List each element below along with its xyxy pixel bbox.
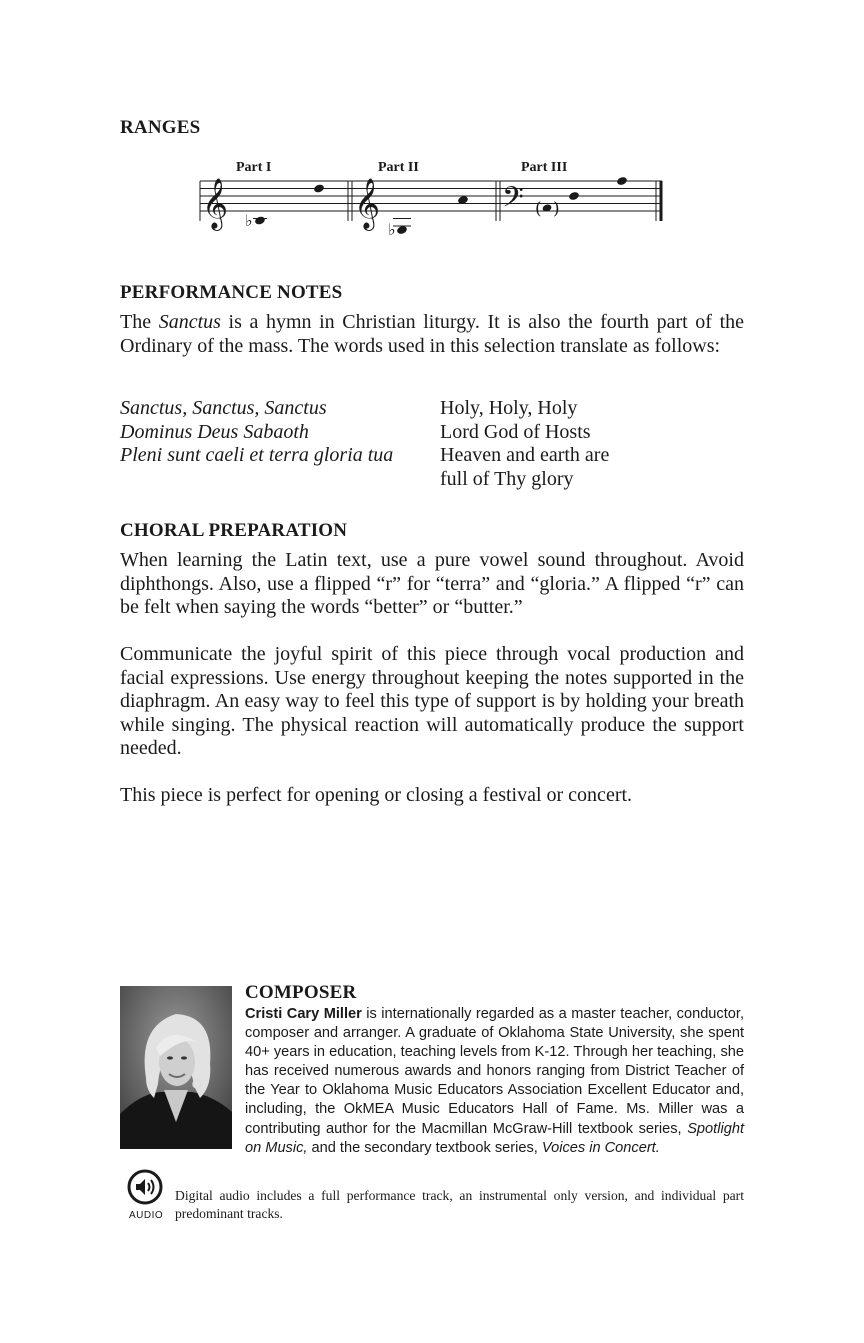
latin-line: Dominus Deus Sabaoth: [120, 420, 309, 443]
part-label-1: Part I: [236, 160, 272, 175]
note-low: [568, 191, 580, 201]
choral-paragraph-2: Communicate the joyful spirit of this piece through vocal production and facial expressions. Use energy throughout keeping the notes supported in the diaphragm. An easy way to feel this type of support is by holding your breath while singing. The physical reaction will automatically produce the support needed.: [120, 643, 744, 759]
note-high: [313, 183, 325, 193]
audio-note: Digital audio includes a full performance track, an instrumental only version, and individual part predominant tracks.: [175, 1188, 744, 1221]
flat-sign: ♭: [388, 220, 396, 239]
composer-photo: [120, 986, 232, 1149]
choral-heading: CHORAL PREPARATION: [120, 520, 348, 541]
latin-text: [120, 397, 393, 468]
speaker-icon: [127, 1169, 163, 1205]
treble-clef-icon: 𝄞: [354, 178, 381, 229]
translation-line: full of Thy glory: [440, 467, 574, 490]
performance-intro: The Sanctus is a hymn in Christian liturgy. It is also the fourth part of the Ordinary of the mass. The words used in this selection translate as follows:: [120, 311, 744, 357]
translation-line: Lord God of Hosts: [440, 420, 591, 443]
note-high: [616, 176, 628, 186]
choral-paragraph-1: When learning the Latin text, use a pure vowel sound throughout. Avoid diphthongs. Also, use a flipped “r” for “terra” and “gloria.” A flipped “r” can be felt when saying the words “better” or “butter.”: [120, 549, 744, 618]
composer-heading: COMPOSER: [245, 982, 357, 1003]
flat-sign: ♭: [245, 211, 253, 230]
ranges-heading: RANGES: [120, 117, 201, 138]
part-label-3: Part III: [521, 160, 568, 175]
ranges-staff: [190, 170, 670, 246]
performance-heading: PERFORMANCE NOTES: [120, 282, 343, 303]
english-translation: [440, 397, 609, 491]
latin-line: Pleni sunt caeli et terra gloria tua: [120, 444, 394, 466]
treble-clef-icon: 𝄞: [202, 178, 229, 229]
translation-line: Holy, Holy, Holy: [440, 397, 578, 419]
choral-paragraph-3: This piece is perfect for opening or closing a festival or concert.: [120, 784, 633, 806]
note-low: [254, 215, 266, 225]
bass-clef-icon: 𝄢: [502, 181, 524, 221]
svg-text:(: (: [535, 199, 542, 219]
latin-line: Sanctus, Sanctus, Sanctus: [120, 397, 327, 419]
audio-label: AUDIO: [129, 1210, 164, 1221]
part-label-2: Part II: [378, 160, 419, 175]
translation-line: Heaven and earth are: [440, 444, 610, 466]
svg-text:): ): [553, 199, 560, 219]
composer-bio: Cristi Cary Miller is internationally regarded as a master teacher, conductor, composer and arranger. A graduate of Oklahoma State University, she spent 40+ years in education, teaching levels from K-12. Through her teaching, she has received numerous awards and honors ranging from District Teacher of the Year to Oklahoma Music Educators Association Excellent Educator and, including, the OkMEA Music Educators Hall of Fame. Ms. Miller was a contributing author for the Macmillan McGraw-Hill textbook series, Spotlight on Music, and the secondary textbook series, Voices in Concert.: [245, 1006, 745, 1156]
